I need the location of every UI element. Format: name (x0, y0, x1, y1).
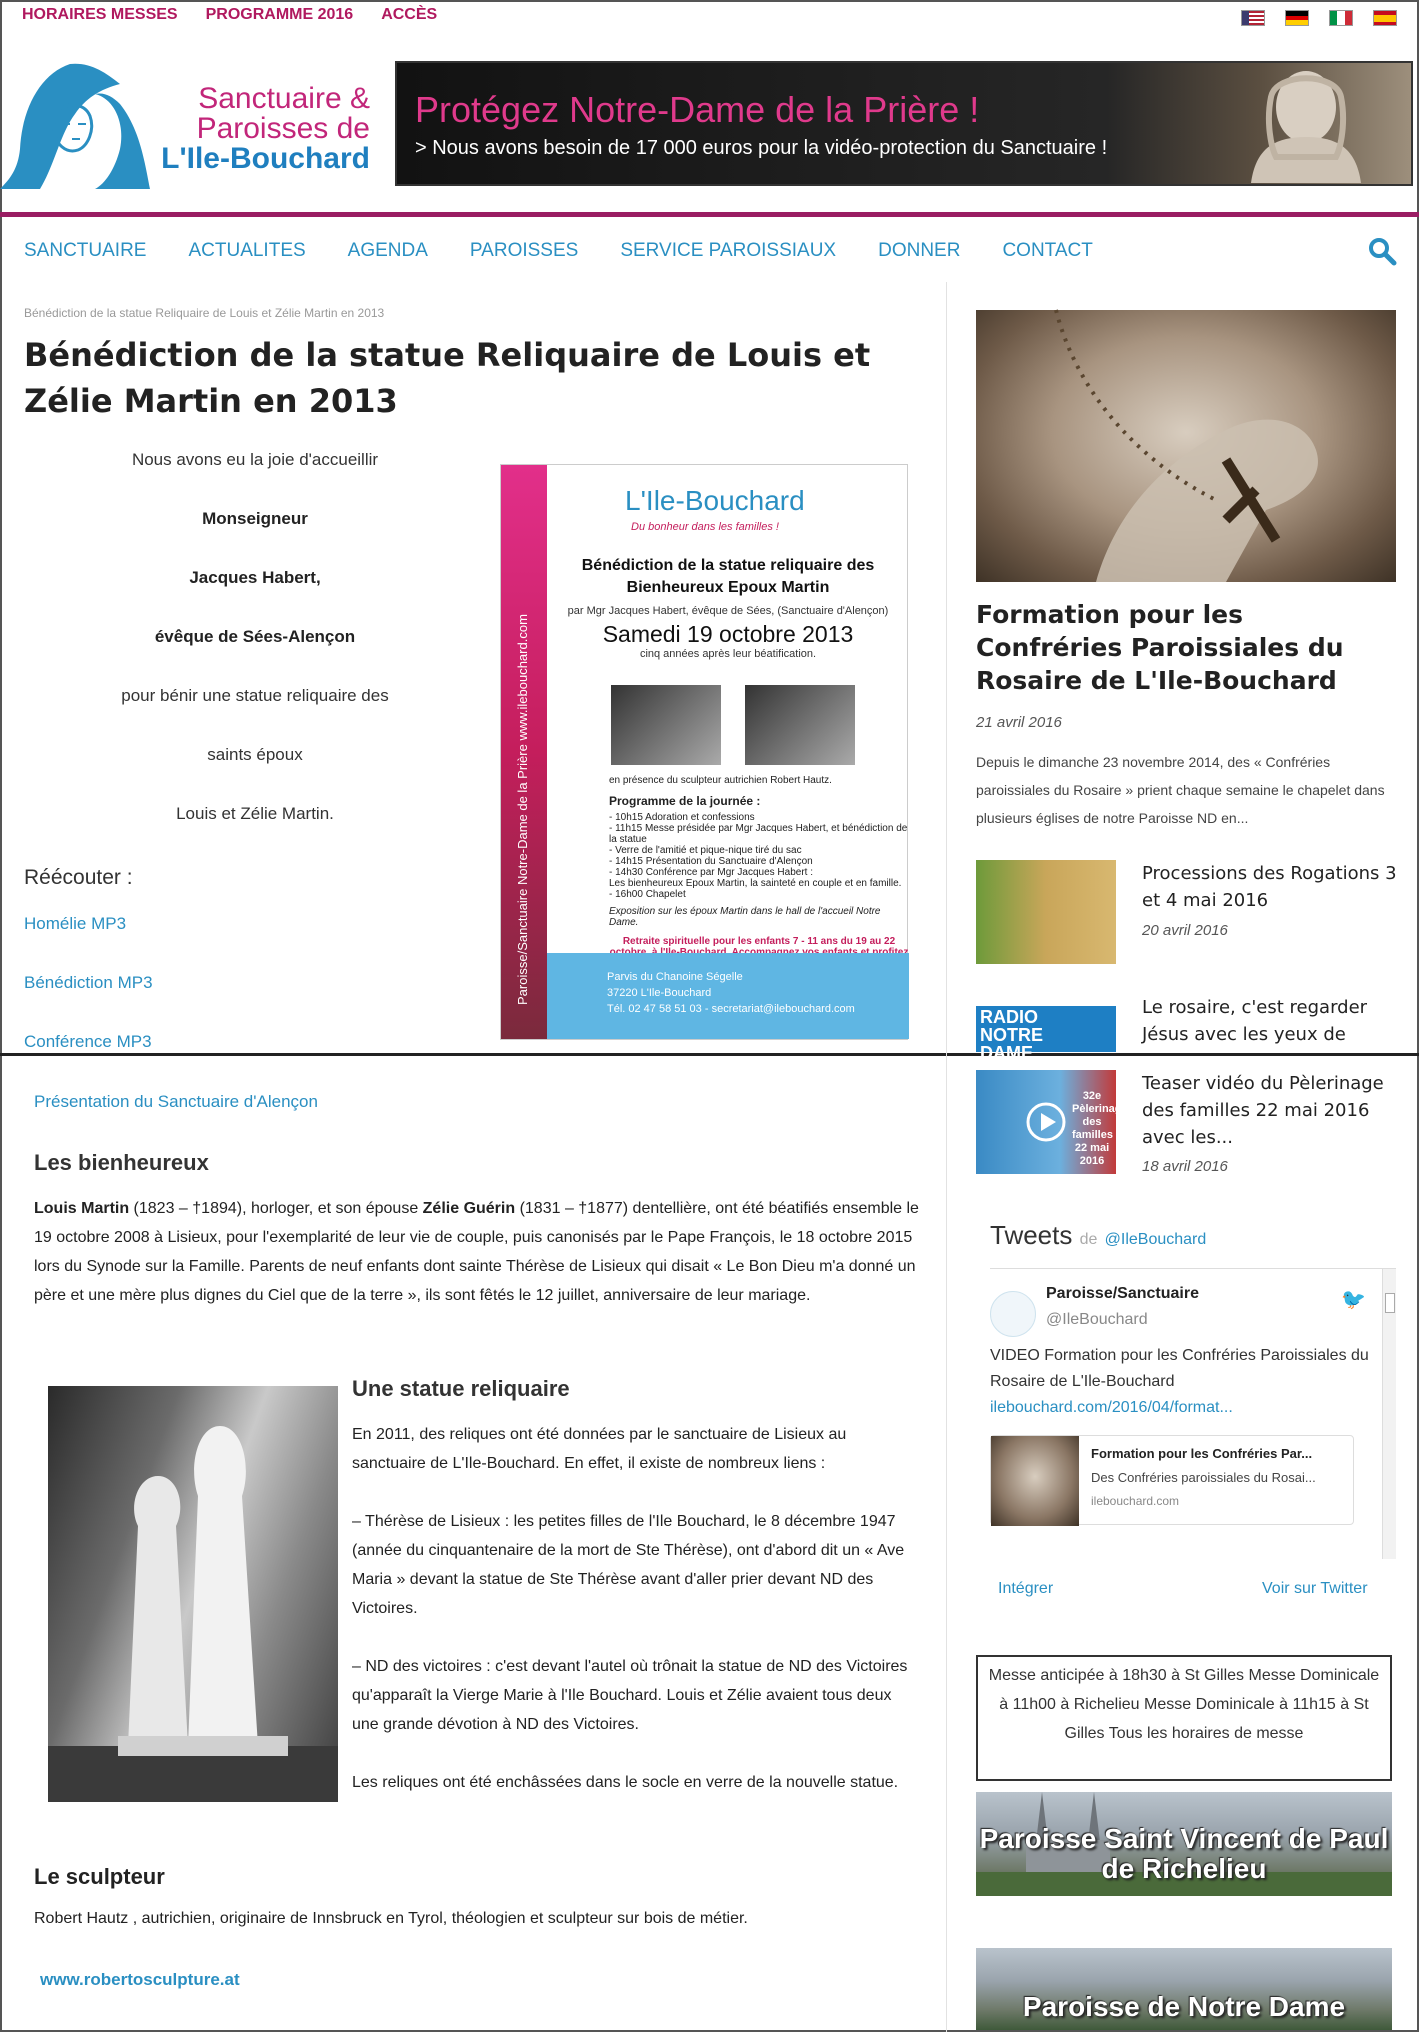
reliquaire-paragraph: En 2011, des reliques ont été données par le sanctuaire de Lisieux au sanctuaire de L'Ile-Bouchard. En effet, il existe de nombreux liens : (352, 1426, 847, 1472)
intro-line-bold: Monseigneur (202, 509, 308, 528)
poster-subtitle: Du bonheur dans les familles ! (631, 521, 779, 533)
post-title-teaser[interactable]: Teaser vidéo du Pèlerinage des familles 22 mai 2016 avec les... (1142, 1073, 1384, 1148)
donation-banner[interactable] (395, 61, 1413, 186)
bienheureux-paragraph (34, 1194, 924, 1310)
featured-post-title[interactable]: Formation pour les Confréries Paroissiales du Rosaire de L'Ile-Bouchard (976, 600, 1344, 695)
programme-item: - 10h15 Adoration et confessions (609, 812, 755, 823)
breadcrumb[interactable]: Bénédiction de la statue Reliquaire de Louis et Zélie Martin en 2013 (24, 306, 385, 320)
play-icon (1026, 1102, 1066, 1142)
post-title-rogations[interactable]: Processions des Rogations 3 et 4 mai 2016 (1142, 863, 1397, 911)
reliquaire-paragraph: – Thérèse de Lisieux : les petites filles de l'Ile Bouchard, le 8 décembre 1947 (année du cinquantenaire de la mort de Ste Thérèse), ont d'abord dit un « Ave Maria » devant la statue de Ste Thérèse avant d'aller prier devant ND des Victoires. (352, 1513, 905, 1617)
poster-by: par Mgr Jacques Habert, évêque de Sées, (Sanctuaire d'Alençon) (567, 605, 889, 617)
top-link-horaires[interactable]: HORAIRES MESSES (22, 6, 178, 23)
sidebar-divider (946, 282, 947, 2032)
poster-heading: Bénédiction de la statue reliquaire des Bienheureux Epoux Martin (581, 557, 875, 596)
reliquaire-heading: Une statue reliquaire (352, 1376, 570, 1401)
poster-photos (611, 685, 855, 765)
intro-line: Nous avons eu la joie d'accueillir (131, 450, 379, 469)
top-link-programme[interactable]: PROGRAMME 2016 (205, 6, 354, 23)
logo-line-2: Paroisses de (196, 112, 370, 145)
tweet-link-card[interactable] (990, 1435, 1354, 1525)
programme-item: - 11h15 Messe présidée par Mgr Jacques Habert, et bénédiction de la statue (609, 823, 908, 845)
bienheureux-text: (1831 – †1877) dentellière, ont été béatifiés ensemble le 19 octobre 2008 à Lisieux, pour l'exemplarité de leur vie de couple, puis canonisés par le Pape François, le 18 octobre 2015 lors du Synode sur la Famille. Parents de neuf enfants dont sainte Thérèse de Lisieux qui disait « Le Bon Dieu m'a donné un père et une mère plus dignes du Ciel que de la terre », ils sont fêtés le 12 juillet, anniversaire de leur mariage. (34, 1200, 919, 1304)
site-header (0, 42, 1419, 214)
poster-retraite: Retraite spirituelle pour les enfants 7 - 11 ans du 19 au 22 (622, 936, 896, 947)
timeline-scrollbar[interactable] (1382, 1269, 1396, 1559)
poster-footer-line: Tél. 02 47 58 51 03 - secretariat@ilebouchard.com (607, 1003, 855, 1015)
intro-line-bold: évêque de Sées-Alençon (154, 627, 356, 646)
poster-side-stripe (501, 465, 547, 1039)
nav-item-donner[interactable]: DONNER (878, 240, 961, 261)
intro-line (90, 627, 420, 686)
homelie-mp3-link[interactable]: Homélie MP3 (24, 914, 127, 933)
nav-item-paroisses[interactable]: PAROISSES (469, 240, 579, 261)
pelerinage-teaser-thumbnail[interactable] (976, 1070, 1128, 1174)
logo-text (140, 84, 370, 174)
programme-item: - 14h30 Conférence par Mgr Jacques Habert : (609, 867, 813, 878)
sculpteur-heading: Le sculpteur (34, 1864, 165, 1889)
nav-item-service-paroissiaux[interactable]: SERVICE PAROISSIAUX (620, 240, 837, 261)
tweets-heading (990, 1220, 1206, 1251)
featured-post-excerpt: Depuis le dimanche 23 novembre 2014, des « Confréries paroissiales du Rosaire » prient chaque semaine le chapelet dans plusieurs églises de notre Paroisse ND en... (976, 754, 1385, 826)
poster-side-text: Paroisse/Sanctuaire Notre-Dame de la Prière www.ilebouchard.com (515, 614, 530, 1005)
presentation-alencon-link[interactable]: Présentation du Sanctuaire d'Alençon (34, 1092, 318, 1111)
logo-line-3: L'Ile-Bouchard (161, 142, 370, 175)
louis-name: Louis Martin (34, 1200, 130, 1217)
intro-line (90, 509, 420, 568)
es-flag-icon[interactable] (1373, 10, 1397, 26)
benediction-mp3-link[interactable]: Bénédiction MP3 (24, 973, 153, 992)
conference-mp3-link[interactable]: Conférence MP3 (24, 1032, 152, 1051)
statue-sculpting-photo (745, 685, 855, 765)
sculpteur-website-link[interactable]: www.robertosculpture.at (40, 1970, 240, 1989)
poster-footer (547, 953, 909, 1039)
search-icon[interactable] (1367, 236, 1397, 266)
poster-heading-block (547, 555, 909, 660)
post-date-rogations: 20 avril 2016 (1142, 922, 1228, 939)
banner-subtext: > Nous avons besoin de 17 000 euros pour la vidéo-protection du Sanctuaire ! (415, 137, 1108, 159)
statue-image (1211, 67, 1391, 183)
tweet-card-title: Formation pour les Confréries Par... (1091, 1446, 1313, 1461)
martin-couple-photo (611, 685, 721, 765)
tweets-account-link[interactable]: @IleBouchard (1104, 1231, 1207, 1248)
post-date-teaser: 18 avril 2016 (1142, 1158, 1228, 1175)
sculpteur-paragraph: Robert Hautz , autrichien, originaire de Innsbruck en Tyrol, théologien et sculpteur sur bois de métier. (34, 1910, 748, 1927)
intro-line: Louis et Zélie Martin. (176, 804, 334, 823)
paroisse-richelieu-banner[interactable] (976, 1792, 1392, 1896)
post-title-rosaire[interactable]: Le rosaire, c'est regarder Jésus avec les yeux de (1142, 997, 1368, 1045)
top-link-acces[interactable]: ACCÈS (381, 6, 438, 23)
featured-post-image[interactable] (976, 310, 1396, 582)
tweet-author-name[interactable]: Paroisse/Sanctuaire (1046, 1285, 1199, 1302)
tweet-card-description: Des Confréries paroissiales du Rosai... (1091, 1470, 1316, 1485)
scrollbar-thumb[interactable] (1385, 1293, 1395, 1313)
tweet-card-image (991, 1436, 1079, 1526)
twitter-bird-icon: 🐦 (1341, 1289, 1366, 1311)
tweet-text (990, 1343, 1370, 1421)
bienheureux-heading: Les bienheureux (34, 1150, 209, 1175)
statue-reliquaire-photo[interactable] (48, 1386, 338, 1802)
paroisse-notre-dame-label: Paroisse de Notre Dame (1022, 1991, 1346, 2022)
virgin-mary-logo-icon (0, 54, 160, 194)
twitter-timeline[interactable] (990, 1268, 1396, 1558)
us-flag-icon[interactable] (1241, 10, 1265, 26)
programme-item: Les bienheureux Epoux Martin, la sainteté en couple et en famille. (609, 878, 902, 889)
intro-block (90, 450, 420, 863)
zelie-name: Zélie Guérin (422, 1200, 516, 1217)
page-title: Bénédiction de la statue Reliquaire de Louis et Zélie Martin en 2013 (24, 336, 871, 420)
featured-post-date: 21 avril 2016 (976, 714, 1062, 731)
language-flags (1241, 10, 1397, 26)
tweet-card-url: ilebouchard.com (1091, 1494, 1180, 1508)
reliquaire-text (352, 1420, 922, 1826)
tweet-body: VIDEO Formation pour les Confréries Paroissiales du Rosaire de L'Ile-Bouchard (990, 1347, 1369, 1390)
intro-line (90, 568, 420, 627)
tweets-de: de (1079, 1231, 1098, 1248)
statue-figures-image (48, 1386, 338, 1802)
radio-notre-dame-thumbnail[interactable] (976, 1006, 1116, 1063)
paroisse-notre-dame-banner[interactable] (976, 1948, 1392, 2030)
nav-item-actualites[interactable]: ACTUALITES (188, 240, 306, 261)
tweet-link[interactable]: ilebouchard.com/2016/04/format... (990, 1399, 1233, 1416)
top-bar (0, 0, 1419, 42)
poster-presence: en présence du sculpteur autrichien Robert Hautz. (609, 775, 832, 786)
programme-item: - 14h15 Présentation du Sanctuaire d'Alençon (609, 856, 813, 867)
intro-line: pour bénir une statue reliquaire des (121, 686, 389, 705)
poster-title: L'Ile-Bouchard (625, 485, 805, 516)
teaser-label: 32e Pèlerinage des familles 22 mai 2016 (1072, 1090, 1128, 1167)
poster-programme-title: Programme de la journée : (609, 794, 761, 808)
poster-footer-line: 37220 L'Ile-Bouchard (607, 987, 712, 999)
poster-after: cinq années après leur béatification. (639, 648, 817, 660)
nav-item-sanctuaire[interactable]: SANCTUAIRE (24, 240, 147, 261)
rosary-hand-image (976, 310, 1396, 582)
event-poster[interactable] (500, 464, 908, 1040)
reliquaire-paragraph: Les reliques ont été enchâssées dans le socle en verre de la nouvelle statue. (352, 1774, 899, 1791)
reecouter-heading: Réécouter : (24, 866, 133, 889)
tweet-author-handle[interactable]: @IleBouchard (1046, 1311, 1148, 1328)
voir-sur-twitter-link[interactable]: Voir sur Twitter (1262, 1580, 1368, 1597)
radio-label: RADIO NOTRE DAME (980, 1007, 1043, 1063)
tweets-title: Tweets (990, 1220, 1073, 1250)
rogations-thumbnail[interactable] (976, 860, 1116, 964)
site-logo[interactable] (0, 54, 380, 194)
bienheureux-text: (1823 – †1894), horloger, et son épouse (129, 1200, 423, 1217)
avatar[interactable] (990, 1291, 1036, 1337)
paroisse-richelieu-label: Paroisse Saint Vincent de Paul de Richelieu (979, 1823, 1389, 1884)
programme-item: - Verre de l'amitié et pique-nique tiré du sac (609, 845, 802, 856)
header-divider (0, 212, 1419, 217)
nav-item-agenda[interactable]: AGENDA (347, 240, 428, 261)
poster-exposition: Exposition sur les époux Martin dans le hall de l'accueil Notre Dame. (609, 906, 881, 928)
main-nav (0, 222, 1419, 278)
it-flag-icon[interactable] (1329, 10, 1353, 26)
logo-line-1: Sanctuaire & (198, 82, 370, 115)
de-flag-icon[interactable] (1285, 10, 1309, 26)
top-links (22, 6, 437, 24)
reliquaire-paragraph: – ND des victoires : c'est devant l'autel où trônait la statue de ND des Victoires qu'apparaît la Vierge Marie à l'Ile Bouchard. Louis et Zélie avaient tous deux une grande dévotion à ND des Victoires. (352, 1658, 908, 1733)
nav-item-contact[interactable]: CONTACT (1002, 240, 1093, 261)
poster-programme (609, 775, 909, 969)
programme-item: - 16h00 Chapelet (609, 889, 686, 900)
banner-headline: Protégez Notre-Dame de la Prière ! (415, 89, 980, 130)
integrer-link[interactable]: Intégrer (998, 1580, 1054, 1597)
poster-footer-line: Parvis du Chanoine Ségelle (607, 971, 743, 983)
intro-line-bold: Jacques Habert, (189, 568, 321, 587)
messes-box[interactable]: Messe anticipée à 18h30 à St Gilles Messe Dominicale à 11h00 à Richelieu Messe Dominicale à 11h15 à St Gilles Tous les horaires de messe (976, 1655, 1392, 1781)
intro-line: saints époux (207, 745, 303, 764)
poster-date: Samedi 19 octobre 2013 (602, 621, 854, 647)
